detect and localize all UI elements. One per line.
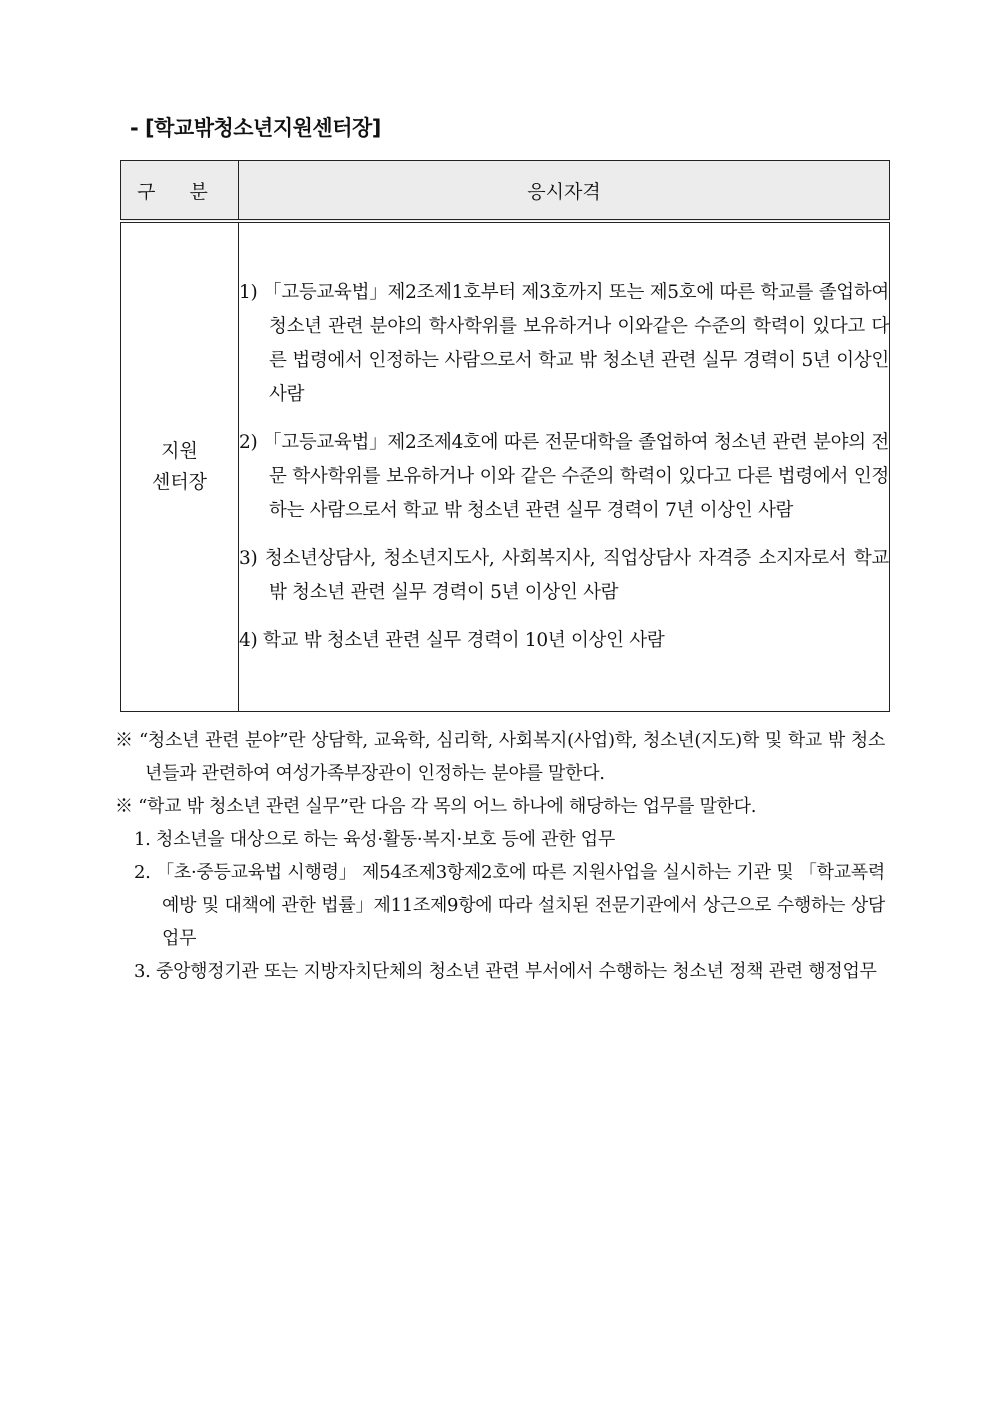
table-row bbox=[121, 221, 890, 712]
duty-item-3: 3. 중앙행정기관 또는 지방자치단체의 청소년 관련 부서에서 수행하는 청소년 정책 관련 행정업무 bbox=[134, 961, 877, 982]
section-title: - [학교밖청소년지원센터장] bbox=[130, 116, 381, 140]
duty-item-2: 2. 「초·중등교육법 시행령」 제54조제3항제2호에 따른 지원사업을 실시하는 기관 및 「학교폭력예방 및 대책에 관한 법률」제11조제9항에 따라 설치된 전문기관에서 상근으로 수행하는 상담업무 bbox=[134, 862, 885, 949]
qualification-item-4: 4) 학교 밖 청소년 관련 실무 경력이 10년 이상인 사람 bbox=[239, 630, 665, 651]
duty-item-1: 1. 청소년을 대상으로 하는 육성·활동·복지·보호 등에 관한 업무 bbox=[134, 829, 615, 850]
qualification-item-2: 2) 「고등교육법」제2조제4호에 따른 전문대학을 졸업하여 청소년 관련 분야의 전문 학사학위를 보유하거나 이와 같은 수준의 학력이 있다고 다른 법령에서 인정하는 사람으로서 학교 밖 청소년 관련 실무 경력이 7년 이상인 사람 bbox=[239, 432, 889, 521]
header-qualification: 응시자격 bbox=[239, 161, 890, 222]
qualification-table bbox=[120, 160, 890, 712]
header-category: 구 분 bbox=[121, 161, 239, 222]
notes-section bbox=[115, 724, 885, 988]
qualification-cell bbox=[239, 221, 890, 712]
category-line-2: 센터장 bbox=[151, 471, 208, 493]
qualification-item-1: 1) 「고등교육법」제2조제1호부터 제3호까지 또는 제5호에 따른 학교를 졸업하여 청소년 관련 분야의 학사학위를 보유하거나 이와같은 수준의 학력이 있다고 다른 법령에서 인정하는 사람으로서 학교 밖 청소년 관련 실무 경력이 5년 이상인 사람 bbox=[239, 282, 889, 405]
category-line-1: 지원 bbox=[161, 440, 198, 462]
note-field-definition: ※ “청소년 관련 분야”란 상담학, 교육학, 심리학, 사회복지(사업)학, 청소년(지도)학 및 학교 밖 청소년들과 관련하여 여성가족부장관이 인정하는 분야를 말한다. bbox=[115, 730, 885, 784]
table-header-row bbox=[121, 161, 890, 222]
category-cell bbox=[121, 221, 239, 712]
note-practice-definition: ※ “학교 밖 청소년 관련 실무”란 다음 각 목의 어느 하나에 해당하는 업무를 말한다. bbox=[115, 796, 757, 817]
qualification-item-3: 3) 청소년상담사, 청소년지도사, 사회복지사, 직업상담사 자격증 소지자로서 학교 밖 청소년 관련 실무 경력이 5년 이상인 사람 bbox=[239, 548, 889, 603]
